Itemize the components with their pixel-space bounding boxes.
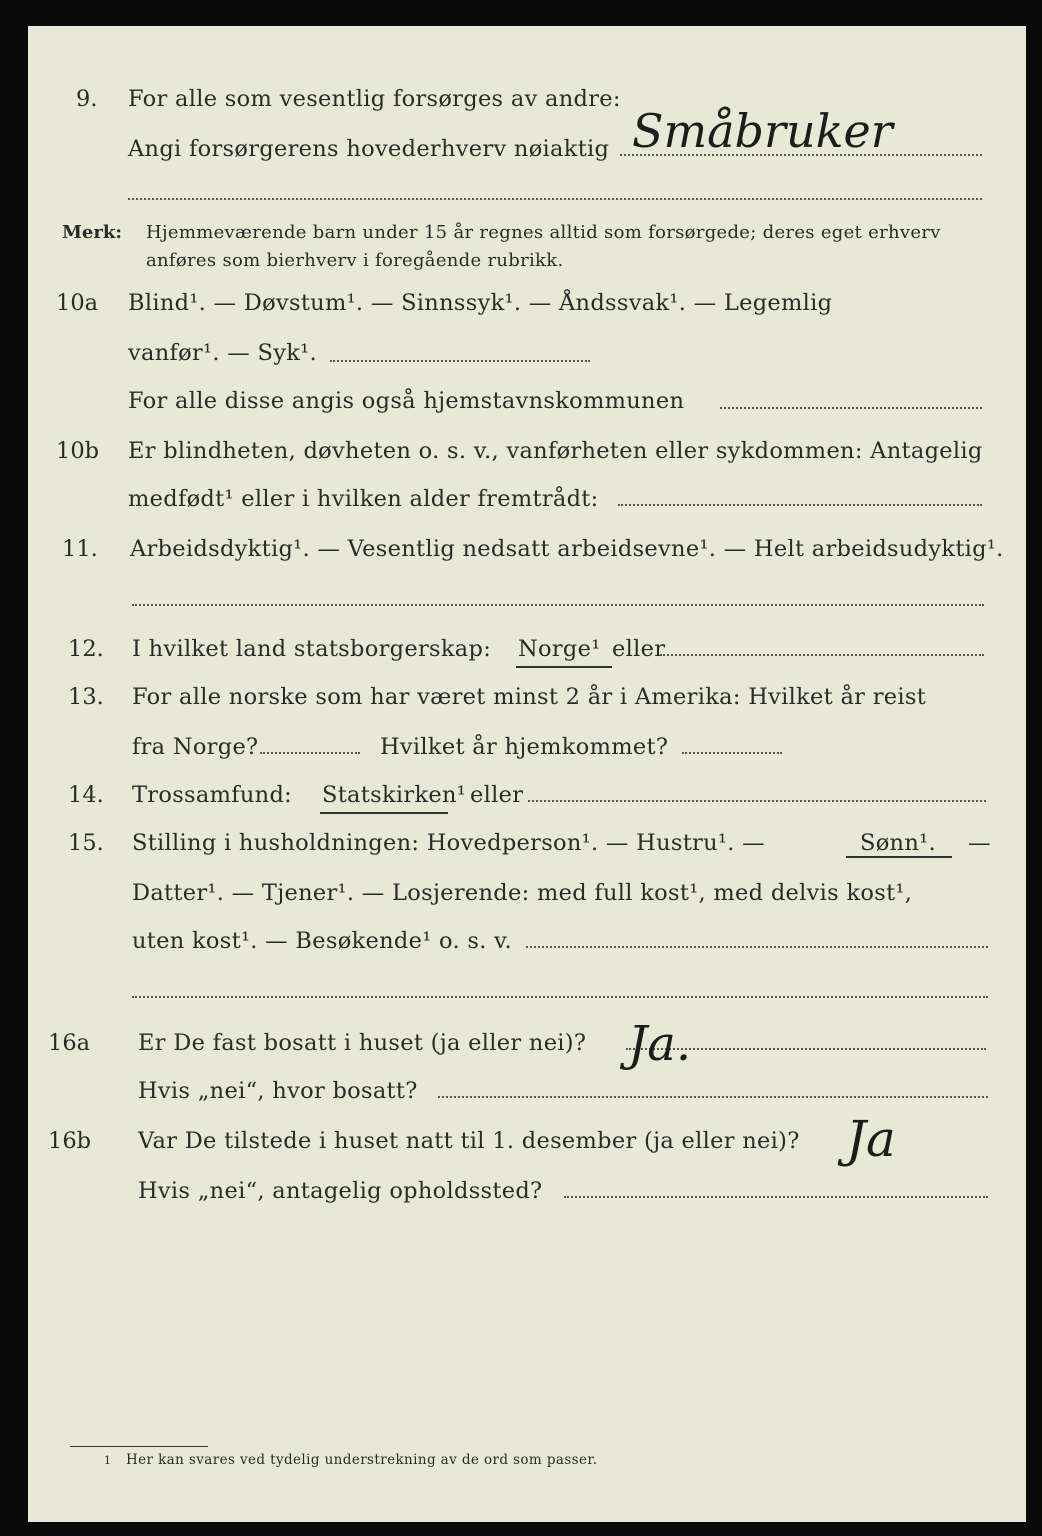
q10a-line3: For alle disse angis også hjemstavnskommunen: [128, 388, 685, 414]
q15-line2: Datter¹. — Tjener¹. — Losjerende: med full kost¹, med delvis kost¹,: [132, 880, 913, 906]
q10a-number: 10a: [56, 290, 99, 316]
q16b-answer-line: [564, 1196, 988, 1198]
q9-extra-line: [128, 198, 982, 200]
q16a-handwritten-answer: Ja.: [628, 1016, 692, 1072]
q16a-line2: Hvis „nei“, hvor bosatt?: [138, 1078, 418, 1104]
q16a-bosatt-line: [438, 1096, 988, 1098]
q10b-line2: medfødt¹ eller i hvilken alder fremtrådt:: [128, 486, 599, 512]
q16a-line1: Er De fast bosatt i huset (ja eller nei)?: [138, 1030, 587, 1056]
merk-label: Merk:: [62, 222, 122, 243]
q16b-line1: Var De tilstede i huset natt til 1. desember (ja eller nei)?: [138, 1128, 800, 1154]
q15-answer-line: [526, 946, 988, 948]
q13-hjemkommet-line: [682, 752, 782, 754]
footnote-text: Her kan svares ved tydelig understrekning av de ord som passer.: [126, 1452, 598, 1468]
q10a-line2: vanfør¹. — Syk¹.: [128, 340, 317, 366]
q10a-line1: Blind¹. — Døvstum¹. — Sinnssyk¹. — Åndssvak¹. — Legemlig: [128, 290, 833, 316]
q14-statskirken-underline: [320, 812, 448, 814]
q13-number: 13.: [68, 684, 104, 710]
q9-handwritten-answer: Småbruker: [632, 104, 893, 158]
q10a-syk-line: [330, 360, 590, 362]
merk-line1: Hjemmeværende barn under 15 år regnes alltid som forsørgede; deres eget erhverv: [146, 222, 941, 243]
q15-extra-line: [132, 996, 988, 998]
q15-line1b: —: [968, 830, 991, 856]
q16b-line2: Hvis „nei“, antagelig opholdssted?: [138, 1178, 543, 1204]
q9-number: 9.: [76, 86, 98, 112]
q10b-line1: Er blindheten, døvheten o. s. v., vanførheten eller sykdommen: Antagelig: [128, 438, 983, 464]
q10a-hjemstavn-line: [720, 407, 982, 409]
q12-suffix: eller: [612, 636, 666, 662]
q10b-answer-line: [618, 504, 982, 506]
q14-number: 14.: [68, 782, 104, 808]
q15-option-sonn: Sønn¹.: [860, 830, 936, 856]
q15-sonn-underline: [846, 856, 952, 858]
q13-reist-line: [260, 752, 360, 754]
census-form-page: [28, 26, 1026, 1522]
q16b-number: 16b: [48, 1128, 92, 1154]
footnote-mark: 1: [104, 1454, 112, 1467]
q15-line1a: Stilling i husholdningen: Hovedperson¹. — Hustru¹. —: [132, 830, 765, 856]
q11-number: 11.: [62, 536, 98, 562]
merk-line2: anføres som bierhverv i foregående rubrikk.: [146, 250, 564, 271]
q14-answer-line: [528, 800, 986, 802]
q10b-number: 10b: [56, 438, 100, 464]
q11-answer-line: [132, 604, 984, 606]
q9-line2: Angi forsørgerens hovederhverv nøiaktig: [128, 136, 610, 162]
q12-number: 12.: [68, 636, 104, 662]
q12-answer-line: [660, 654, 984, 656]
q12-norge-underline: [516, 666, 612, 668]
q9-line1: For alle som vesentlig forsørges av andre:: [128, 86, 621, 112]
q13-line2b: Hvilket år hjemkommet?: [380, 734, 669, 760]
q11-line1: Arbeidsdyktig¹. — Vesentlig nedsatt arbeidsevne¹. — Helt arbeidsudyktig¹.: [130, 536, 1004, 562]
q15-number: 15.: [68, 830, 104, 856]
q16b-handwritten-answer: Ja: [846, 1110, 896, 1168]
footnote-rule: [70, 1446, 208, 1447]
q12-line1: I hvilket land statsborgerskap:: [132, 636, 492, 662]
q14-label: Trossamfund:: [132, 782, 293, 808]
q15-line3: uten kost¹. — Besøkende¹ o. s. v.: [132, 928, 512, 954]
q12-option-norge: Norge¹: [518, 636, 601, 662]
q14-suffix: eller: [470, 782, 524, 808]
q13-line2a: fra Norge?: [132, 734, 259, 760]
q14-option-statskirken: Statskirken¹: [322, 782, 467, 808]
q13-line1: For alle norske som har været minst 2 år i Amerika: Hvilket år reist: [132, 684, 927, 710]
q16a-number: 16a: [48, 1030, 91, 1056]
